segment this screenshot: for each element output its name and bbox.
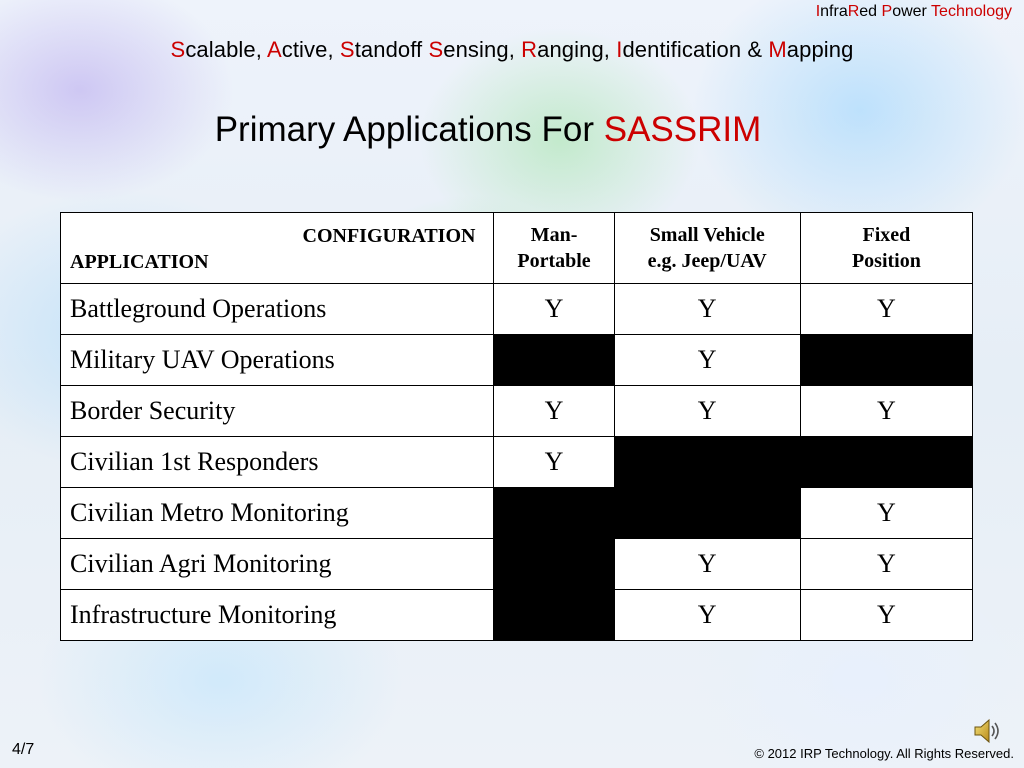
brand-segment: I	[815, 3, 821, 20]
cell-small-vehicle-supported: Y	[614, 284, 800, 335]
col-header-line1: Small Vehicle	[649, 224, 765, 246]
application-name: Civilian Metro Monitoring	[61, 488, 494, 539]
subtitle-segment: calable,	[185, 37, 267, 62]
table-row	[61, 488, 973, 539]
column-header-small-vehicle	[614, 213, 800, 284]
cell-man-portable-supported: Y	[494, 284, 614, 335]
column-header-fixed-position	[800, 213, 972, 284]
brand-segment: nfra	[820, 3, 848, 20]
subtitle-segment: S	[428, 37, 444, 62]
subtitle-segment: I	[616, 37, 623, 62]
subtitle-segment: R	[521, 37, 538, 62]
subtitle-segment: anging,	[537, 37, 617, 62]
application-name: Civilian 1st Responders	[61, 437, 494, 488]
cell-man-portable-not-applicable	[494, 590, 614, 641]
cell-small-vehicle-supported: Y	[614, 335, 800, 386]
brand-segment: ed	[859, 3, 882, 20]
slide-title	[0, 110, 976, 150]
table-row	[61, 539, 973, 590]
cell-small-vehicle-not-applicable	[614, 437, 800, 488]
table-row	[61, 386, 973, 437]
acronym-subtitle	[0, 37, 1024, 63]
cell-man-portable-supported: Y	[494, 386, 614, 437]
table-header-row	[61, 213, 973, 284]
configuration-label: CONFIGURATION	[302, 225, 476, 247]
table-row	[61, 284, 973, 335]
col-header-line1: Man-	[530, 224, 578, 246]
title-highlight: SASSRIM	[603, 110, 762, 149]
col-header-line2: Portable	[517, 250, 591, 272]
cell-man-portable-supported: Y	[494, 437, 614, 488]
cell-small-vehicle-supported: Y	[614, 539, 800, 590]
subtitle-segment: ctive,	[281, 37, 340, 62]
title-prefix: Primary Applications For	[214, 110, 604, 149]
brand-segment: Technology	[931, 3, 1012, 20]
cell-man-portable-not-applicable	[494, 539, 614, 590]
applications-table	[60, 212, 973, 641]
copyright-notice: © 2012 IRP Technology. All Rights Reserved.	[754, 746, 1014, 761]
col-header-line2: Position	[851, 250, 921, 272]
table-row	[61, 437, 973, 488]
application-name: Military UAV Operations	[61, 335, 494, 386]
brand-segment: R	[847, 3, 860, 20]
brand-title	[816, 3, 1012, 21]
cell-fixed-position-supported: Y	[800, 386, 972, 437]
application-name: Civilian Agri Monitoring	[61, 539, 494, 590]
subtitle-segment: M	[768, 37, 787, 62]
subtitle-segment: ensing,	[443, 37, 522, 62]
application-label: APPLICATION	[70, 251, 209, 273]
subtitle-segment: A	[266, 37, 282, 62]
cell-man-portable-not-applicable	[494, 335, 614, 386]
col-header-line1: Fixed	[862, 224, 911, 246]
subtitle-segment: S	[170, 37, 186, 62]
column-header-man-portable	[494, 213, 614, 284]
application-name: Battleground Operations	[61, 284, 494, 335]
page-number: 4/7	[12, 741, 35, 758]
table-row	[61, 590, 973, 641]
application-name: Border Security	[61, 386, 494, 437]
cell-small-vehicle-supported: Y	[614, 590, 800, 641]
col-header-line2: e.g. Jeep/UAV	[647, 250, 767, 272]
subtitle-segment: S	[339, 37, 355, 62]
cell-fixed-position-supported: Y	[800, 539, 972, 590]
table-row	[61, 335, 973, 386]
subtitle-segment: tandoff	[354, 37, 429, 62]
cell-small-vehicle-not-applicable	[614, 488, 800, 539]
cell-fixed-position-supported: Y	[800, 590, 972, 641]
subtitle-segment: dentification &	[622, 37, 769, 62]
cell-fixed-position-not-applicable	[800, 437, 972, 488]
cell-fixed-position-supported: Y	[800, 488, 972, 539]
cell-man-portable-not-applicable	[494, 488, 614, 539]
cell-small-vehicle-supported: Y	[614, 386, 800, 437]
cell-fixed-position-not-applicable	[800, 335, 972, 386]
brand-segment: P	[881, 3, 893, 20]
brand-segment: ower	[892, 3, 932, 20]
table-body	[61, 284, 973, 641]
application-name: Infrastructure Monitoring	[61, 590, 494, 641]
speaker-icon[interactable]	[972, 716, 1002, 746]
subtitle-segment: apping	[786, 37, 854, 62]
cell-fixed-position-supported: Y	[800, 284, 972, 335]
config-application-header	[61, 213, 494, 284]
